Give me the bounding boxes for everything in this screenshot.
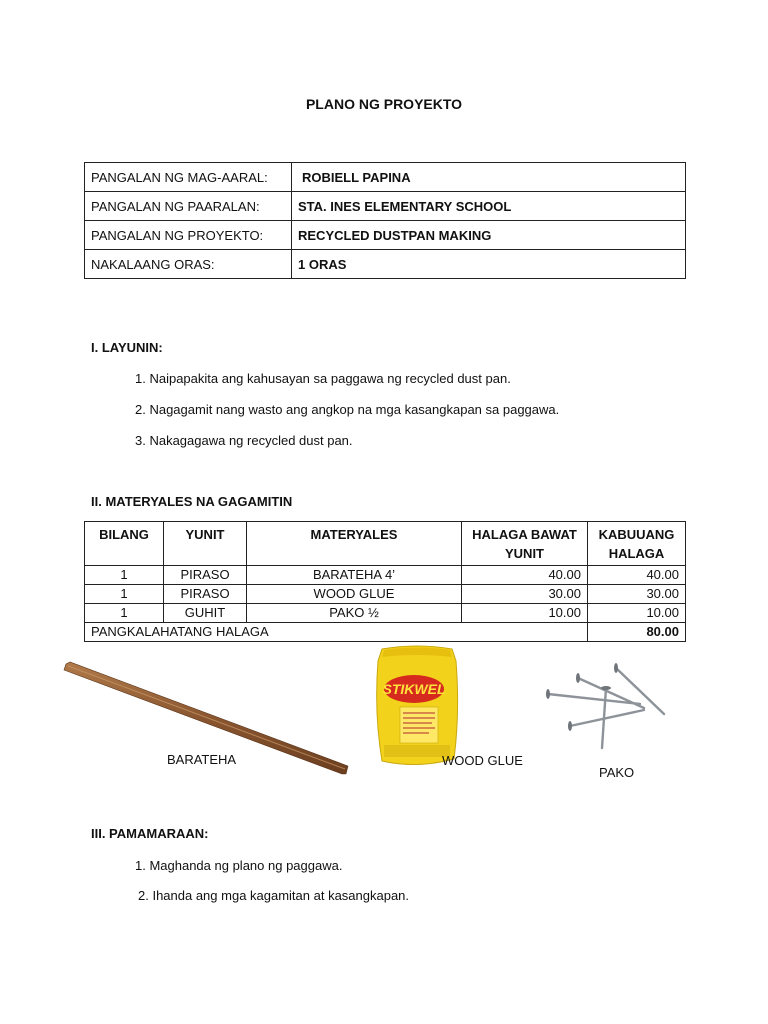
cell-kabuuan: 30.00: [588, 585, 686, 604]
col-kabuuan: [588, 522, 686, 566]
col-yunit: YUNIT: [164, 522, 247, 566]
cell-kabuuan: 10.00: [588, 604, 686, 623]
col-halaga-line1: HALAGA BAWAT: [472, 527, 577, 542]
cell-kabuuan: 40.00: [588, 566, 686, 585]
objectives-heading: I. LAYUNIN:: [91, 340, 163, 355]
table-row: [85, 585, 686, 604]
col-materyales: MATERYALES: [247, 522, 462, 566]
info-value: RECYCLED DUSTPAN MAKING: [292, 221, 686, 250]
cell-yunit: GUHIT: [164, 604, 247, 623]
page-title: PLANO NG PROYEKTO: [305, 96, 463, 112]
info-label: PANGALAN NG PROYEKTO:: [85, 221, 292, 250]
materials-header-row: [85, 522, 686, 566]
col-halaga-line2: YUNIT: [505, 546, 544, 561]
info-row: [85, 250, 686, 279]
cell-materyales: PAKO ½: [247, 604, 462, 623]
objective-item: 2. Nagagamit nang wasto ang angkop na mga kasangkapan sa paggawa.: [135, 402, 560, 417]
info-row: [85, 221, 686, 250]
info-label: PANGALAN NG MAG-AARAL:: [85, 163, 292, 192]
col-halaga: [462, 522, 588, 566]
info-label: PANGALAN NG PAARALAN:: [85, 192, 292, 221]
cell-yunit: PIRASO: [164, 585, 247, 604]
procedure-item: 2. Ihanda ang mga kagamitan at kasangkapan.: [138, 888, 410, 903]
table-row: [85, 566, 686, 585]
materials-table: [84, 521, 686, 642]
info-row: [85, 192, 686, 221]
glue-brand: STIKWEL: [382, 681, 446, 697]
cell-halaga: 30.00: [462, 585, 588, 604]
materials-heading: II. MATERYALES NA GAGAMITIN: [91, 494, 293, 509]
total-label: PANGKALAHATANG HALAGA: [85, 623, 588, 642]
pako-image: [540, 660, 670, 756]
cell-yunit: PIRASO: [164, 566, 247, 585]
cell-halaga: 40.00: [462, 566, 588, 585]
info-row: [85, 163, 686, 192]
col-kabuuan-line2: HALAGA: [608, 546, 665, 561]
cell-bilang: 1: [85, 566, 164, 585]
pako-caption: PAKO: [599, 765, 635, 780]
info-value: STA. INES ELEMENTARY SCHOOL: [292, 192, 686, 221]
objective-item: 1. Naipapakita ang kahusayan sa paggawa ng recycled dust pan.: [135, 371, 511, 386]
col-kabuuan-line1: KABUUANG: [598, 527, 675, 542]
objective-item: 3. Nakagagawa ng recycled dust pan.: [135, 433, 353, 448]
total-value: 80.00: [588, 623, 686, 642]
total-row: [85, 623, 686, 642]
cell-materyales: BARATEHA 4’: [247, 566, 462, 585]
table-row: [85, 604, 686, 623]
col-bilang: BILANG: [85, 522, 164, 566]
wood-glue-caption: WOOD GLUE: [442, 753, 523, 768]
info-value: 1 ORAS: [292, 250, 686, 279]
info-value: ROBIELL PAPINA: [292, 163, 686, 192]
info-label: NAKALAANG ORAS:: [85, 250, 292, 279]
info-table: [84, 162, 686, 279]
cell-bilang: 1: [85, 585, 164, 604]
cell-materyales: WOOD GLUE: [247, 585, 462, 604]
procedure-heading: III. PAMAMARAAN:: [91, 826, 209, 841]
cell-bilang: 1: [85, 604, 164, 623]
cell-halaga: 10.00: [462, 604, 588, 623]
barateha-caption: BARATEHA: [167, 752, 237, 767]
procedure-item: 1. Maghanda ng plano ng paggawa.: [135, 858, 343, 873]
